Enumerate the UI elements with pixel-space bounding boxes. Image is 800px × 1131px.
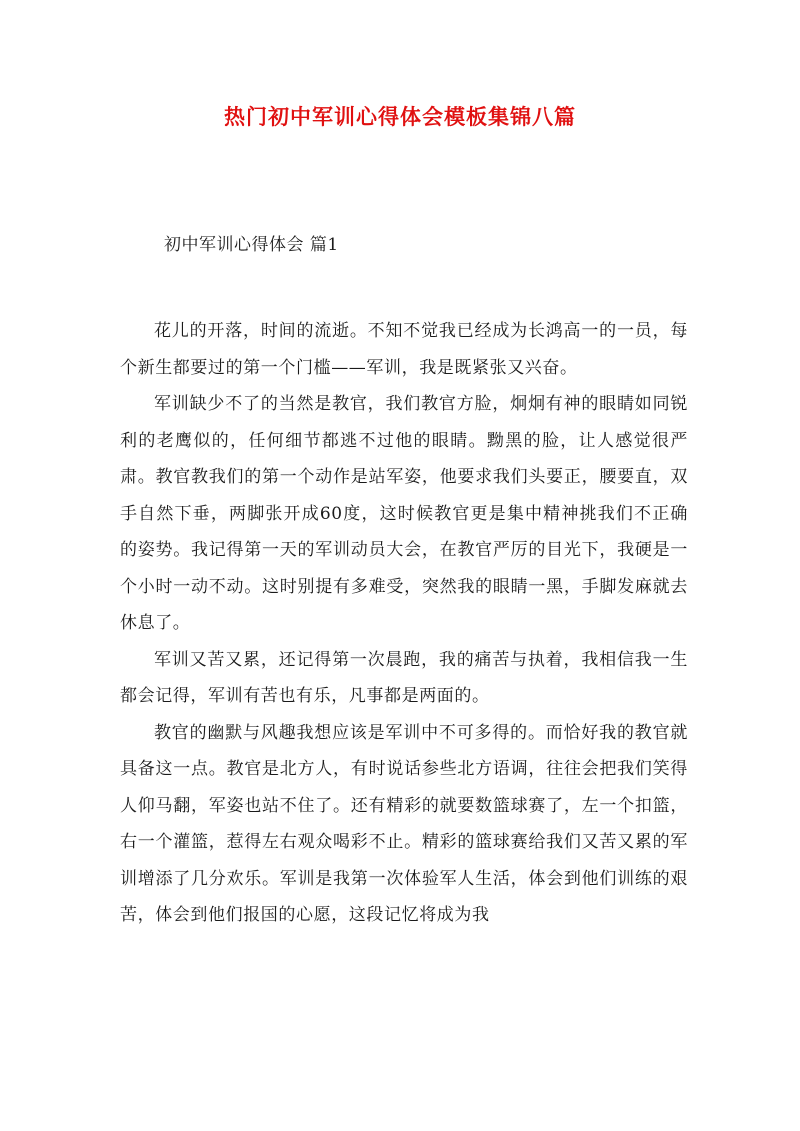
paragraph-2: 军训缺少不了的当然是教官，我们教官方脸，炯炯有神的眼睛如同锐利的老鹰似的，任何细节都逃不过他的眼睛。黝黑的脸，让人感觉很严肃。教官教我们的第一个动作是站军姿，他要求我们头要正，腰要直，双手自然下垂，两脚张开成60度，这时候教官更是集中精神挑我们不正确的姿势。我记得第一天的军训动员大会，在教官严厉的目光下，我硬是一个小时一动不动。这时别提有多难受，突然我的眼睛一黑，手脚发麻就去休息了。 [120, 394, 688, 633]
paragraph-1: 花儿的开落，时间的流逝。不知不觉我已经成为长鸿高一的一员，每个新生都要过的第一个门槛——军训，我是既紧张又兴奋。 [120, 321, 688, 378]
section-heading: 初中军训心得体会 篇1 [164, 235, 339, 255]
body-text [120, 313, 688, 934]
paragraph-4: 教官的幽默与风趣我想应该是军训中不可多得的。而恰好我的教官就具备这一点。教官是北方人，有时说话参些北方语调，往往会把我们笑得人仰马翻，军姿也站不住了。还有精彩的就要数篮球赛了，左一个扣篮，右一个灌篮，惹得左右观众喝彩不止。精彩的篮球赛给我们又苦又累的军训增添了几分欢乐。军训是我第一次体验军人生活，体会到他们训练的艰苦，体会到他们报国的心愿，这段记忆将成为我 [120, 722, 688, 925]
paragraph-3: 军训又苦又累，还记得第一次晨跑，我的痛苦与执着，我相信我一生都会记得，军训有苦也有乐，凡事都是两面的。 [120, 649, 688, 706]
document-title: 热门初中军训心得体会模板集锦八篇 [224, 104, 576, 129]
